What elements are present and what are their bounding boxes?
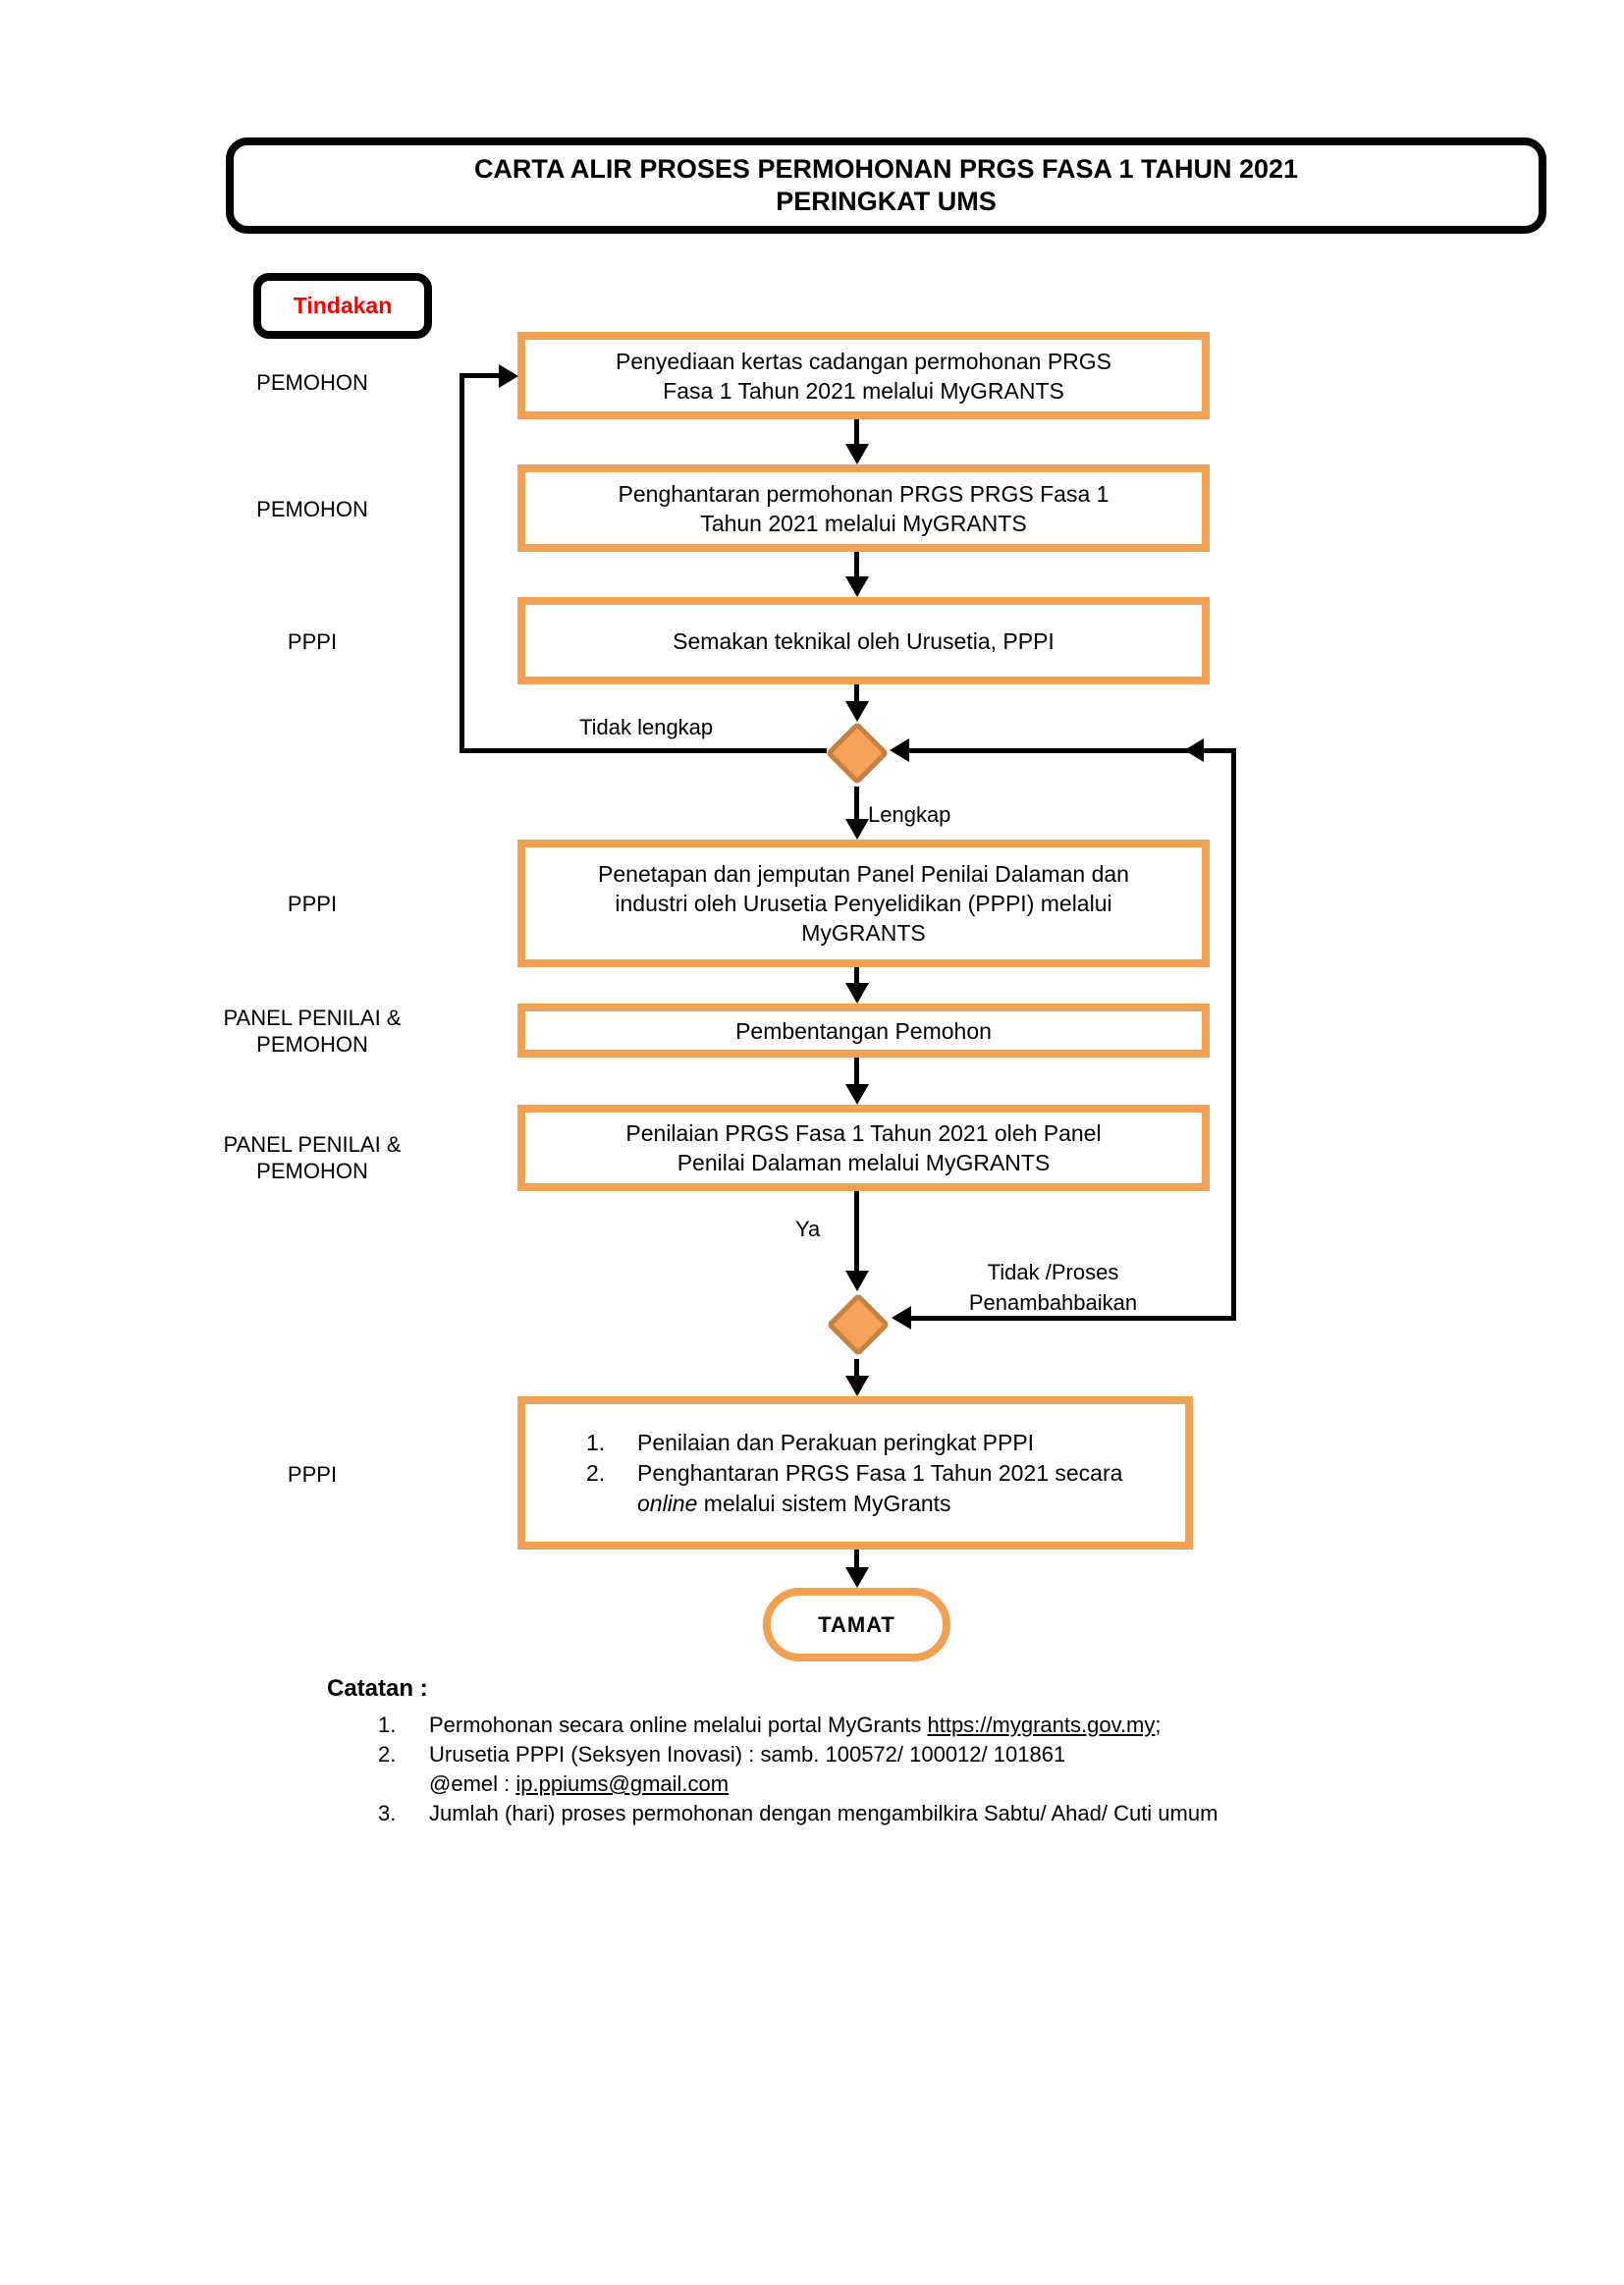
note-item-2-text: Urusetia PPPI (Seksyen Inovasi) : samb. 100572/ 100012/ 101861 @emel : ip.ppiums@gmail.com bbox=[429, 1742, 1066, 1796]
page-title-line2: PERINGKAT UMS bbox=[776, 187, 997, 216]
edge-label-tidak-proses bbox=[933, 1257, 1173, 1318]
note-item-3-text: Jumlah (hari) proses permohonan dengan mengambilkira Sabtu/ Ahad/ Cuti umum bbox=[429, 1801, 1218, 1825]
edge-label-lengkap: Lengkap bbox=[868, 802, 951, 827]
mygrants-portal-link[interactable]: https://mygrants.gov.my bbox=[927, 1713, 1156, 1737]
connector-decision2-final-arrowhead bbox=[845, 1376, 869, 1396]
connector-s5-s6-arrowhead bbox=[845, 1084, 869, 1105]
connector-final-tamat-line bbox=[854, 1550, 859, 1568]
decision-semakan-diamond bbox=[824, 720, 891, 787]
actor-panel-penilai-1-line1: PANEL PENILAI & bbox=[223, 1006, 402, 1030]
connector-decision1-s4-line bbox=[854, 787, 859, 820]
actor-pppi-3: PPPI bbox=[287, 1462, 338, 1487]
final-step-item-1-number: 1. bbox=[586, 1430, 606, 1455]
feedback-right-vertical bbox=[1231, 748, 1236, 1321]
connector-final-tamat-arrowhead bbox=[845, 1567, 869, 1588]
note-item-2 bbox=[378, 1740, 1350, 1799]
decision-penilaian-diamond-shape bbox=[826, 1292, 890, 1356]
edge-label-tidak-proses-line1: Tidak /Proses bbox=[987, 1260, 1119, 1284]
actor-panel-penilai-2 bbox=[194, 1131, 430, 1184]
connector-s1-s2-line bbox=[854, 419, 859, 445]
edge-label-ya: Ya bbox=[795, 1217, 821, 1241]
feedback-left-vertical bbox=[460, 373, 464, 753]
connector-s4-s5-line bbox=[854, 967, 859, 984]
feedback-left-horizontal-bottom bbox=[461, 748, 827, 753]
feedback-right-arrowhead-decision2 bbox=[892, 1306, 911, 1330]
final-step-item-2-number: 2. bbox=[586, 1460, 606, 1486]
final-step-item-1 bbox=[586, 1428, 1185, 1458]
feedback-right-arrowhead-decision1 bbox=[890, 738, 909, 762]
notes-heading: Catatan : bbox=[327, 1675, 428, 1702]
step-penyediaan-kertas: Penyediaan kertas cadangan permohonan PRGS Fasa 1 Tahun 2021 melalui MyGRANTS bbox=[517, 332, 1210, 419]
decision-penilaian-diamond bbox=[825, 1291, 892, 1358]
connector-s4-s5-arrowhead bbox=[845, 983, 869, 1004]
connector-s2-s3-line bbox=[854, 552, 859, 577]
step-semakan-teknikal: Semakan teknikal oleh Urusetia, PPPI bbox=[517, 597, 1210, 684]
decision-semakan-diamond-shape bbox=[825, 721, 889, 785]
actor-panel-penilai-1-line2: PEMOHON bbox=[256, 1032, 368, 1057]
note-item-1 bbox=[378, 1711, 1350, 1740]
connector-s3-decision1-arrowhead bbox=[845, 701, 869, 722]
actor-pemohon-1: PEMOHON bbox=[256, 370, 368, 395]
final-step-item-1-text: Penilaian dan Perakuan peringkat PPPI bbox=[637, 1430, 1035, 1455]
note-item-2-number: 2. bbox=[378, 1742, 397, 1767]
page-title-box bbox=[226, 137, 1546, 234]
tamat-terminator bbox=[763, 1588, 950, 1661]
actor-pemohon-2: PEMOHON bbox=[256, 497, 368, 521]
final-step-item-2-online-italic: online bbox=[637, 1491, 698, 1516]
final-step-item-2 bbox=[586, 1458, 1185, 1519]
note-item-3 bbox=[378, 1799, 1350, 1828]
step-penilaian-perakuan-final bbox=[517, 1396, 1193, 1550]
feedback-right-arrowhead-mid bbox=[1184, 738, 1204, 762]
step-penghantaran-permohonan: Penghantaran permohonan PRGS PRGS Fasa 1 Tahun 2021 melalui MyGRANTS bbox=[517, 464, 1210, 552]
tamat-label: TAMAT bbox=[818, 1611, 895, 1637]
pppi-email-link[interactable]: ip.ppiums@gmail.com bbox=[515, 1771, 730, 1796]
final-step-item-2-text: Penghantaran PRGS Fasa 1 Tahun 2021 secara online melalui sistem MyGrants bbox=[637, 1460, 1123, 1516]
note-item-1-text: Permohonan secara online melalui portal MyGrants https://mygrants.gov.my; bbox=[429, 1713, 1162, 1737]
actor-panel-penilai-2-line2: PEMOHON bbox=[256, 1159, 368, 1183]
step-penetapan-panel: Penetapan dan jemputan Panel Penilai Dalaman dan industri oleh Urusetia Penyelidikan (PPPI) melalui MyGRANTS bbox=[517, 840, 1210, 967]
connector-decision2-final-line bbox=[854, 1359, 859, 1377]
connector-s6-decision2-line bbox=[854, 1191, 859, 1272]
step-penilaian-panel: Penilaian PRGS Fasa 1 Tahun 2021 oleh Panel Penilai Dalaman melalui MyGRANTS bbox=[517, 1105, 1210, 1191]
feedback-left-arrowhead bbox=[499, 364, 518, 388]
edge-label-tidak-proses-line2: Penambahbaikan bbox=[968, 1290, 1138, 1315]
actor-pppi-1: PPPI bbox=[287, 629, 338, 654]
connector-s5-s6-line bbox=[854, 1058, 859, 1085]
edge-label-tidak-lengkap: Tidak lengkap bbox=[579, 715, 714, 739]
note-item-3-number: 3. bbox=[378, 1801, 397, 1825]
actor-pppi-2: PPPI bbox=[287, 892, 338, 916]
tindakan-legend-box bbox=[253, 273, 432, 339]
page-title-line1: CARTA ALIR PROSES PERMOHONAN PRGS FASA 1 TAHUN 2021 bbox=[473, 154, 1299, 184]
step-pembentangan: Pembentangan Pemohon bbox=[517, 1004, 1210, 1058]
connector-s3-decision1-line bbox=[854, 684, 859, 702]
connector-s6-decision2-arrowhead bbox=[845, 1271, 869, 1291]
feedback-left-horizontal-top bbox=[461, 373, 499, 378]
connector-s2-s3-arrowhead bbox=[845, 576, 869, 597]
actor-panel-penilai-2-line1: PANEL PENILAI & bbox=[223, 1132, 402, 1157]
connector-decision1-s4-arrowhead bbox=[845, 819, 869, 840]
tindakan-label: Tindakan bbox=[293, 293, 393, 318]
notes-list bbox=[378, 1711, 1350, 1828]
connector-s1-s2-arrowhead bbox=[845, 444, 869, 464]
actor-panel-penilai-1 bbox=[194, 1005, 430, 1058]
note-item-1-number: 1. bbox=[378, 1713, 397, 1737]
